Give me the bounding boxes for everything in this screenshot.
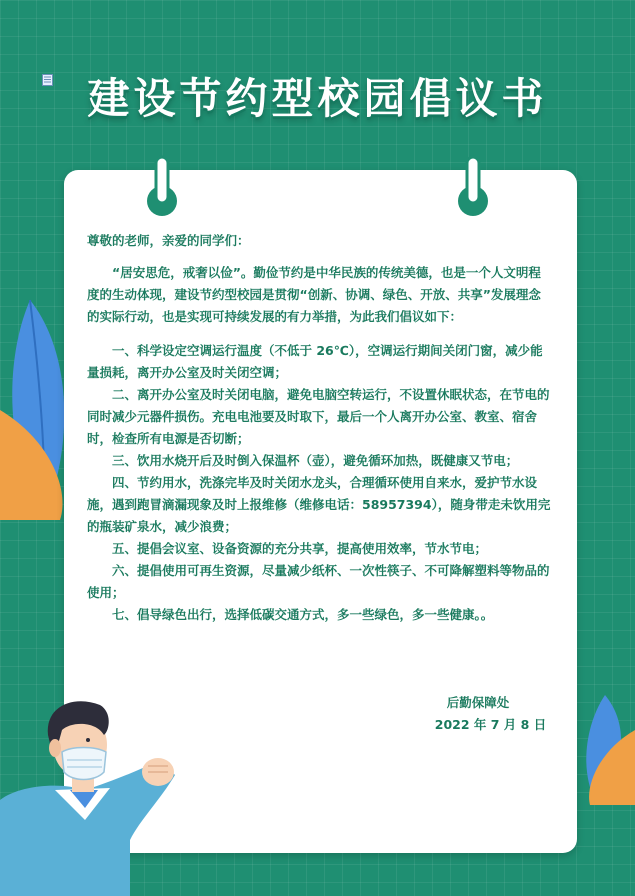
proposal-item-7: 七、倡导绿色出行，选择低碳交通方式，多一些绿色，多一些健康。。 [112,607,494,622]
proposal-item-2: 二、离开办公室及时关闭电脑，避免电脑空转运行，不设置休眠状态，在节电的同时减少元器件损伤。充电电池要及时取下，最后一个人离开办公室、教室、宿舍时，检查所有电源是否切断； [87,387,550,446]
person-illustration [0,690,200,896]
date: 2022 年 7 月 8 日 [434,717,547,732]
page-title: 建设节约型校园倡议书 [87,74,548,123]
signature: 后勤保障处 [446,695,510,710]
proposal-item-1: 一、科学设定空调运行温度（不低于 26℃），空调运行期间关闭门窗，减少能量损耗，离开办公室及时关闭空调； [87,343,543,380]
letter-greeting: 尊敬的老师，亲爱的同学们： [87,233,250,248]
proposal-item-5: 五、提倡会议室、设备资源的充分共享，提高使用效率，节水节电； [112,541,488,556]
proposal-item-3: 三、饮用水烧开后及时倒入保温杯（壶），避免循环加热，既健康又节电； [112,453,519,468]
proposal-item-6: 六、提倡使用可再生资源，尽量减少纸杯、一次性筷子、不可降解塑料等物品的使用； [87,563,550,600]
binder-ring-right [456,155,490,225]
binder-ring-left [145,155,179,225]
letter-intro: “居安思危，戒奢以俭”。勤俭节约是中华民族的传统美德，也是一个人文明程度的生动体现，建设节约型校园是贯彻“创新、协调、绿色、开放、共享”发展理念的实际行动，也是实现可持续发展的有力举措，为此我们倡议如下： [87,265,541,324]
letter-body [87,230,553,626]
proposal-item-4: 四、节约用水，洗涤完毕及时关闭水龙头，合理循环使用自来水，爱护节水设施，遇到跑冒滴漏现象及时上报维修（维修电话：58957394），随身带走未饮用完的瓶装矿泉水，减少浪费； [87,475,551,534]
